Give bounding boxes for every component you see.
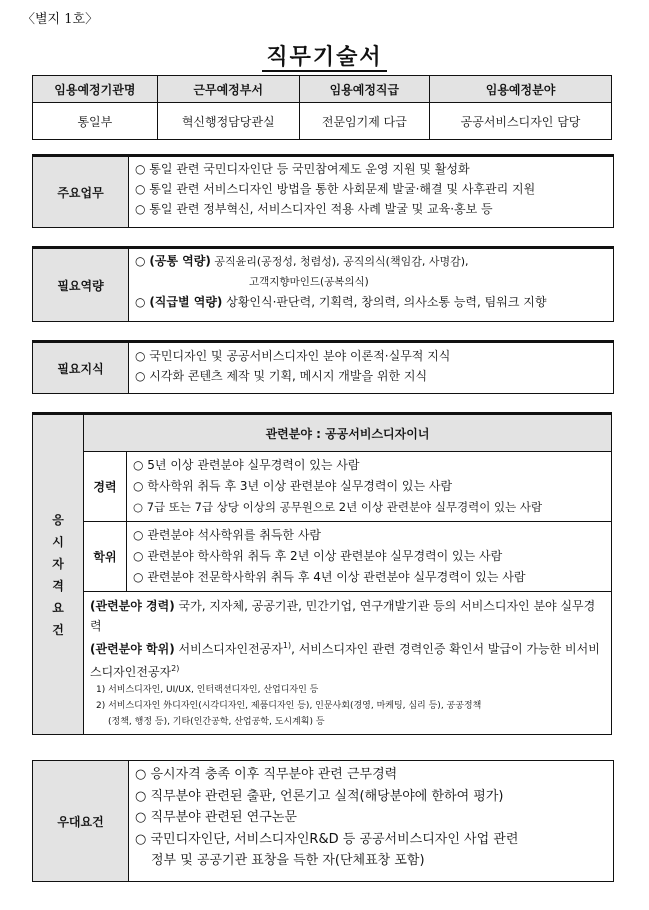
experience-item: ○ 학사학위 취득 후 3년 이상 관련분야 실무경력이 있는 사람 [133, 479, 453, 493]
footnote: 1) 서비스디자인, UI/UX, 인터랙션디자인, 산업디자인 등 [96, 685, 319, 695]
main-duty-item: ○ 통일 관련 서비스디자인 방법을 통한 사회문제 발굴·해결 및 사후관리 지원 [135, 182, 536, 196]
experience-item: ○ 7급 또는 7급 상당 이상의 공무원으로 2년 이상 관련분야 실무경력이 있는 사람 [133, 500, 543, 514]
experience-content [127, 452, 612, 522]
note-degree-label: (관련분야 학위) [90, 642, 175, 656]
competency-common-label: (공통 역량) [149, 254, 211, 268]
overview-header-field: 임용예정분야 [430, 76, 612, 103]
knowledge-item: ○ 국민디자인 및 공공서비스디자인 분야 이론적·실무적 지식 [135, 349, 451, 363]
overview-value-dept: 혁신행정담당관실 [157, 103, 299, 140]
overview-table [32, 75, 612, 140]
knowledge-section [32, 340, 614, 394]
page-title [0, 40, 649, 71]
qualification-label-char: 요 [52, 600, 64, 615]
overview-header-org: 임용예정기관명 [33, 76, 158, 103]
overview-header-rank: 임용예정직급 [299, 76, 429, 103]
preference-label: 우대요건 [33, 761, 129, 881]
competency-common-text: 공직윤리(공정성, 청렴성), 공직의식(책임감, 사명감), [210, 255, 469, 268]
preference-item: ○ 직무분야 관련된 출판, 언론기고 실적(해당분야에 한하여 평가) [135, 788, 504, 804]
qualification-label-char: 자 [52, 556, 64, 571]
experience-label: 경력 [84, 452, 127, 522]
competency-common [135, 251, 607, 272]
overview-value-field: 공공서비스디자인 담당 [430, 103, 612, 140]
competency-rank [135, 292, 607, 312]
qualification-notes [84, 592, 612, 735]
main-duties-label: 주요업무 [33, 157, 129, 227]
main-duty-item: ○ 통일 관련 정부혁신, 서비스디자인 적용 사례 발굴 및 교육·홍보 등 [135, 202, 493, 216]
note-experience-text: 국가, 지자체, 공공기관, 민간기업, 연구개발기관 등의 서비스디자인 분야 실무경력 [90, 599, 596, 633]
competency-rank-label: (직급별 역량) [149, 295, 223, 309]
knowledge-item: ○ 시각화 콘텐츠 제작 및 기획, 메시지 개발을 위한 지식 [135, 369, 428, 383]
qualification-label-char: 건 [52, 622, 64, 637]
preference-item-cont: 정부 및 공공기관 표창을 득한 자(단체표창 포함) [151, 853, 425, 868]
bullet: ○ [135, 254, 146, 268]
qualification-label-char: 응 [52, 512, 64, 527]
degree-content [127, 522, 612, 592]
preference-item: ○ 국민디자인단, 서비스디자인R&D 등 공공서비스디자인 사업 관련 [135, 831, 519, 847]
overview-value-row [33, 103, 612, 140]
preference-section [32, 760, 614, 882]
qualification-header: 관련분야 : 공공서비스디자이너 [84, 414, 612, 452]
page-title-text: 직무기술서 [262, 44, 386, 72]
qualification-table [32, 412, 612, 735]
degree-label: 학위 [84, 522, 127, 592]
knowledge-label: 필요지식 [33, 343, 129, 393]
overview-header-row [33, 76, 612, 103]
preference-item: ○ 응시자격 충족 이후 직무분야 관련 근무경력 [135, 767, 398, 782]
main-duties-content [129, 157, 613, 227]
footnote-ref: 1) [282, 641, 292, 650]
note-degree-text: , 서비스디자인 관련 경력인증 확인서 발급이 가능한 비서비스디자인전공자 [90, 642, 600, 679]
bullet: ○ [135, 295, 146, 309]
competency-label: 필요역량 [33, 249, 129, 321]
overview-header-dept: 근무예정부서 [157, 76, 299, 103]
footnote: 2) 서비스디자인 外디자인(시각디자인, 제품디자인 등), 인문사회(경영, 마케팅, 심리 등), 공공정책 [96, 701, 482, 711]
note-degree [90, 636, 605, 682]
competency-content [129, 249, 613, 321]
qualification-label [33, 414, 84, 735]
competency-rank-text: 상황인식·판단력, 기획력, 창의력, 의사소통 능력, 팀워크 지향 [222, 295, 547, 309]
main-duties-section [32, 154, 614, 228]
qualification-label-char: 격 [52, 578, 64, 593]
footnote-ref: 2) [171, 664, 180, 673]
degree-item: ○ 관련분야 전문학사학위 취득 후 4년 이상 관련분야 실무경력이 있는 사람 [133, 570, 526, 584]
preference-item: ○ 직무분야 관련된 연구논문 [135, 810, 297, 825]
note-degree-text: 서비스디자인전공자 [174, 642, 283, 656]
overview-value-rank: 전문임기제 다급 [299, 103, 429, 140]
degree-item: ○ 관련분야 석사학위를 취득한 사람 [133, 528, 322, 542]
qualification-label-char: 시 [52, 534, 64, 549]
footnote: (정책, 행정 등), 기타(인간공학, 산업공학, 도시계획) 등 [108, 717, 325, 727]
experience-item: ○ 5년 이상 관련분야 실무경력이 있는 사람 [133, 458, 360, 472]
knowledge-content [129, 343, 613, 393]
degree-item: ○ 관련분야 학사학위 취득 후 2년 이상 관련분야 실무경력이 있는 사람 [133, 549, 503, 563]
competency-common-cont: 고객지향마인드(공복의식) [249, 276, 369, 288]
overview-value-org: 통일부 [33, 103, 158, 140]
preference-content [129, 761, 613, 881]
competency-section [32, 246, 614, 322]
main-duty-item: ○ 통일 관련 국민디자인단 등 국민참여제도 운영 지원 및 활성화 [135, 162, 470, 176]
annex-label: 〈별지 1호〉 [22, 12, 99, 27]
note-experience-label: (관련분야 경력) [90, 599, 175, 613]
note-experience [90, 596, 605, 636]
